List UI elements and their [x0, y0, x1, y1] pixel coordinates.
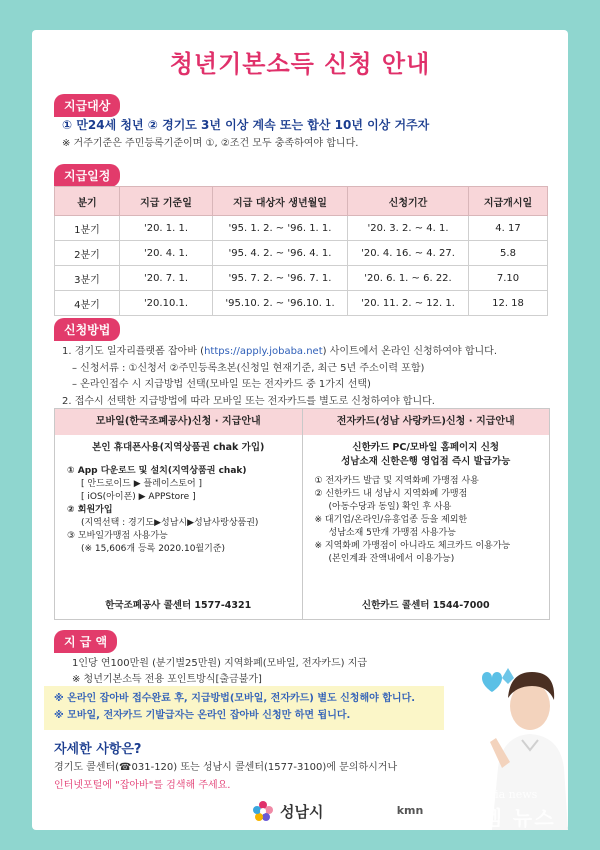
table-cell: 1분기 [55, 216, 120, 241]
schedule-header-row [55, 187, 548, 216]
card-box [303, 409, 550, 619]
notice-line-2: ※ 모바일, 전자카드 기발급자는 온라인 잡아바 신청만 하면 됩니다. [54, 710, 351, 721]
mobile-box-body [55, 435, 302, 562]
table-cell: '20. 4. 16. ~ 4. 27. [348, 241, 469, 266]
table-cell: '20. 7. 1. [120, 266, 213, 291]
schedule-header-cell: 지급개시일 [469, 187, 548, 216]
mobile-step: [ 안드로이드 ▶ 플레이스토어 ] [81, 478, 203, 489]
table-cell: 5.8 [469, 241, 548, 266]
card-step: 성남소재 5만개 가맹점 사용가능 [328, 527, 456, 538]
heart-icon [502, 668, 514, 684]
more-info-line-1: 경기도 콜센터(☎031-120) 또는 성남시 콜센터(1577-3100)에 문의하시거나 [54, 762, 398, 773]
card-step: ① 전자카드 발급 및 지역화폐 가맹점 사용 [314, 475, 479, 486]
watermark-en: korea media news [436, 788, 538, 801]
schedule-header-cell: 신청기간 [348, 187, 469, 216]
method-sub-1: – 신청서류 : ①신청서 ②주민등록초본(신청일 현재기준, 최근 5년 주소이력 포함) [72, 363, 425, 374]
method-sub-2: – 온라인접수 시 지급방법 선택(모바일 또는 전자카드 중 1가지 선택) [72, 379, 371, 390]
mobile-step: ② 회원가입 [67, 504, 113, 515]
mobile-step: [ iOS(아이폰) ▶ APPStore ] [81, 491, 196, 502]
card-step: ※ 지역화폐 가맹점이 아니라도 체크카드 이용가능 [314, 540, 511, 551]
mobile-box-footer: 한국조폐공사 콜센터 1577-4321 [105, 600, 252, 611]
table-row [55, 216, 548, 241]
method-line-2: 2. 접수시 선택한 지급방법에 따라 모바일 또는 전자카드를 별도로 신청하여야 합니다. [62, 396, 435, 407]
schedule-header-cell: 지급 대상자 생년월일 [213, 187, 348, 216]
table-cell: '95.10. 2. ~ '96.10. 1. [213, 291, 348, 316]
schedule-header-cell: 지급 기준일 [120, 187, 213, 216]
table-cell: '95. 1. 2. ~ '96. 1. 1. [213, 216, 348, 241]
seongnam-logo [252, 800, 323, 822]
table-cell: '20. 4. 1. [120, 241, 213, 266]
amount-line-2: ※ 청년기본소득 전용 포인트방식[출금불가] [72, 674, 262, 685]
logo-text: 성남시 [280, 802, 324, 821]
table-row [55, 291, 548, 316]
table-cell: '95. 7. 2. ~ '96. 7. 1. [213, 266, 348, 291]
notice-box [44, 686, 444, 730]
mobile-step: (지역선택 : 경기도▶성남시▶성남사랑상품권) [81, 517, 259, 528]
mobile-step: ③ 모바일가맹점 사용가능 [67, 531, 168, 541]
page-title: 청년기본소득 신청 안내 [169, 50, 431, 78]
watermark-ko: 케이엠 뉴스 [440, 806, 556, 830]
table-cell: 12. 18 [469, 291, 548, 316]
schedule-table [54, 186, 548, 316]
mobile-box-intro: 본인 휴대폰사용(지역상품권 chak 가입) [92, 442, 265, 453]
table-cell: 3분기 [55, 266, 120, 291]
section-label-target: 지급대상 [54, 94, 120, 117]
card-box-body [303, 435, 550, 572]
card-box-header: 전자카드(성남 사랑카드)신청 · 지급안내 [303, 409, 550, 435]
card-step: (아동수당과 동일) 확인 후 사용 [328, 501, 452, 512]
section-label-method: 신청방법 [54, 318, 120, 341]
schedule-header-cell: 분기 [55, 187, 120, 216]
card-step: ※ 대기업/온라인/유흥업종 등을 제외한 [314, 514, 468, 525]
mobile-step: (※ 15,606개 등록 2020.10월기준) [81, 544, 226, 555]
seongnam-flower-icon [252, 800, 274, 822]
table-cell: 4분기 [55, 291, 120, 316]
table-cell: '95. 4. 2. ~ '96. 4. 1. [213, 241, 348, 266]
section-label-schedule: 지급일정 [54, 164, 120, 187]
news-watermark [392, 788, 592, 838]
method-line-1-post: ) 사이트에서 온라인 신청하여야 합니다. [322, 346, 497, 357]
method-line-1-pre: 1. 경기도 일자리플랫폼 잡아바 ( [62, 346, 205, 357]
table-cell: '20. 3. 2. ~ 4. 1. [348, 216, 469, 241]
table-cell: 4. 17 [469, 216, 548, 241]
more-info-title: 자세한 사항은? [54, 742, 142, 757]
table-cell: '20.10.1. [120, 291, 213, 316]
mobile-box [55, 409, 303, 619]
table-row [55, 241, 548, 266]
target-line: ① 만24세 청년 ② 경기도 3년 이상 계속 또는 합산 10년 이상 거주자 [62, 118, 430, 132]
target-note: ※ 거주기준은 주민등록기준이며 ①, ②조건 모두 충족하여야 합니다. [62, 138, 359, 149]
table-cell: 2분기 [55, 241, 120, 266]
watermark-badge: kmn [392, 792, 428, 828]
section-label-amount: 지 급 액 [54, 630, 117, 653]
amount-line-1: 1인당 연100만원 (분기별25만원) 지역화폐(모바일, 전자카드) 지급 [72, 658, 368, 669]
table-cell: '20. 1. 1. [120, 216, 213, 241]
card-box-intro-1: 신한카드 PC/모바일 홈페이지 신청 [352, 442, 500, 453]
more-info-line-2: 인터넷포털에 "잡아바"를 검색해 주세요. [54, 780, 231, 791]
table-cell: '20. 6. 1. ~ 6. 22. [348, 266, 469, 291]
method-line-1 [62, 342, 497, 357]
table-row [55, 266, 548, 291]
table-cell: '20. 11. 2. ~ 12. 1. [348, 291, 469, 316]
card-box-intro-2: 성남소재 신한은행 영업점 즉시 발급가능 [341, 455, 511, 467]
card-box-footer: 신한카드 콜센터 1544-7000 [361, 600, 490, 611]
jobaba-link[interactable]: https://apply.jobaba.net [204, 346, 323, 357]
card-step: (본인계좌 잔액내에서 이용가능) [328, 553, 455, 564]
payment-boxes [54, 408, 550, 620]
table-cell: 7.10 [469, 266, 548, 291]
notice-line-1: ※ 온라인 잡아바 접수완료 후, 지급방법(모바일, 전자카드) 별도 신청해야 합니다. [54, 693, 416, 704]
card-step: ② 신한카드 내 성남시 지역화폐 가맹점 [314, 488, 468, 499]
mobile-step: ① App 다운로드 및 설치(지역상품권 chak) [67, 465, 247, 476]
mobile-box-header: 모바일(한국조폐공사)신청 · 지급안내 [55, 409, 302, 435]
